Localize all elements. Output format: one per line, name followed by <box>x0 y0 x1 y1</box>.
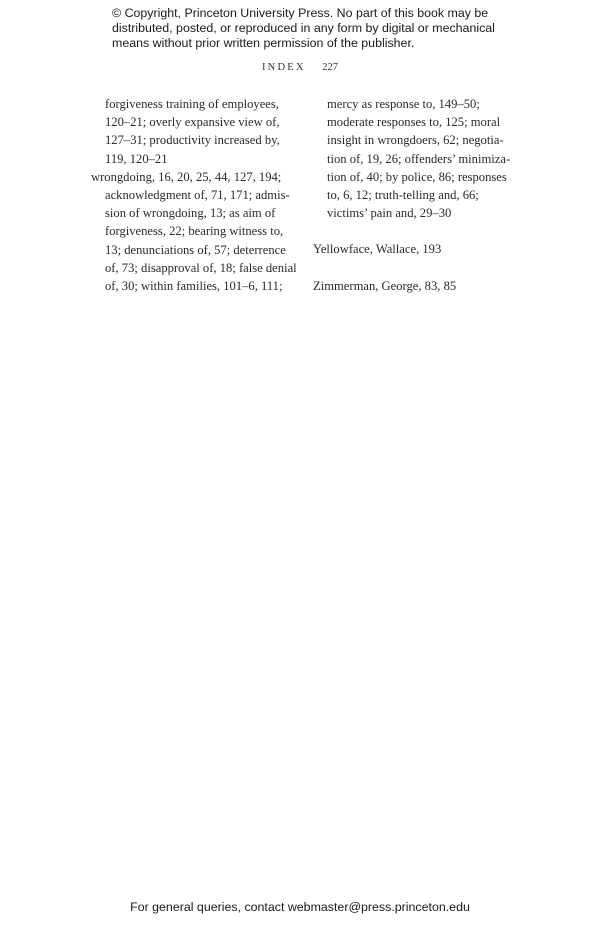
index-entry-head: wrongdoing, 16, 20, 25, 44, 127, 194; <box>91 169 282 184</box>
index-line: to, 6, 12; truth-telling and, 66; <box>327 188 479 203</box>
copyright-notice <box>112 6 512 51</box>
index-entry-head: Yellowface, Wallace, 193 <box>313 242 442 257</box>
index-line: moderate responses to, 125; moral <box>327 115 501 130</box>
page-number: 227 <box>322 62 339 73</box>
copyright-line: © Copyright, Princeton University Press. No part of this book may be <box>112 6 489 20</box>
index-column-left <box>91 95 296 295</box>
index-line: 119, 120–21 <box>105 151 168 166</box>
index-entry-zimmerman <box>313 277 518 295</box>
index-line: forgiveness, 22; bearing witness to, <box>105 224 284 239</box>
index-line: 13; denunciations of, 57; deterrence <box>105 242 286 257</box>
index-line: 120–21; overly expansive view of, <box>105 115 280 130</box>
index-column-right <box>313 95 518 295</box>
index-line: of, 30; within families, 101–6, 111; <box>105 279 283 294</box>
letter-group-gap <box>313 222 518 240</box>
index-line: forgiveness training of employees, <box>105 97 279 111</box>
index-entry-head: Zimmerman, George, 83, 85 <box>313 278 457 293</box>
index-line: of, 73; disapproval of, 18; false denial <box>105 260 297 275</box>
index-line: victims’ pain and, 29–30 <box>327 206 452 221</box>
index-line: mercy as response to, 149–50; <box>327 97 480 111</box>
running-head <box>0 62 600 73</box>
index-entry-yellowface <box>313 240 518 258</box>
index-line: insight in wrongdoers, 62; negotia- <box>327 133 504 148</box>
copyright-line: means without prior written permission of the publisher. <box>112 36 415 50</box>
copyright-line: distributed, posted, or reproduced in any form by digital or mechanical <box>112 21 495 35</box>
index-line: tion of, 40; by police, 86; responses <box>327 169 507 184</box>
footer-contact: For general queries, contact webmaster@press.princeton.edu <box>130 900 470 914</box>
letter-group-gap <box>313 259 518 277</box>
index-line: sion of wrongdoing, 13; as aim of <box>105 206 276 221</box>
index-entry-continuation <box>91 95 296 168</box>
index-line: tion of, 19, 26; offenders’ minimiza- <box>327 151 511 166</box>
section-label: INDEX <box>261 62 306 73</box>
index-line: acknowledgment of, 71, 171; admis- <box>105 188 290 203</box>
index-entry-wrongdoing <box>91 168 296 295</box>
index-entry-continuation <box>313 95 518 222</box>
index-line: 127–31; productivity increased by, <box>105 133 280 148</box>
